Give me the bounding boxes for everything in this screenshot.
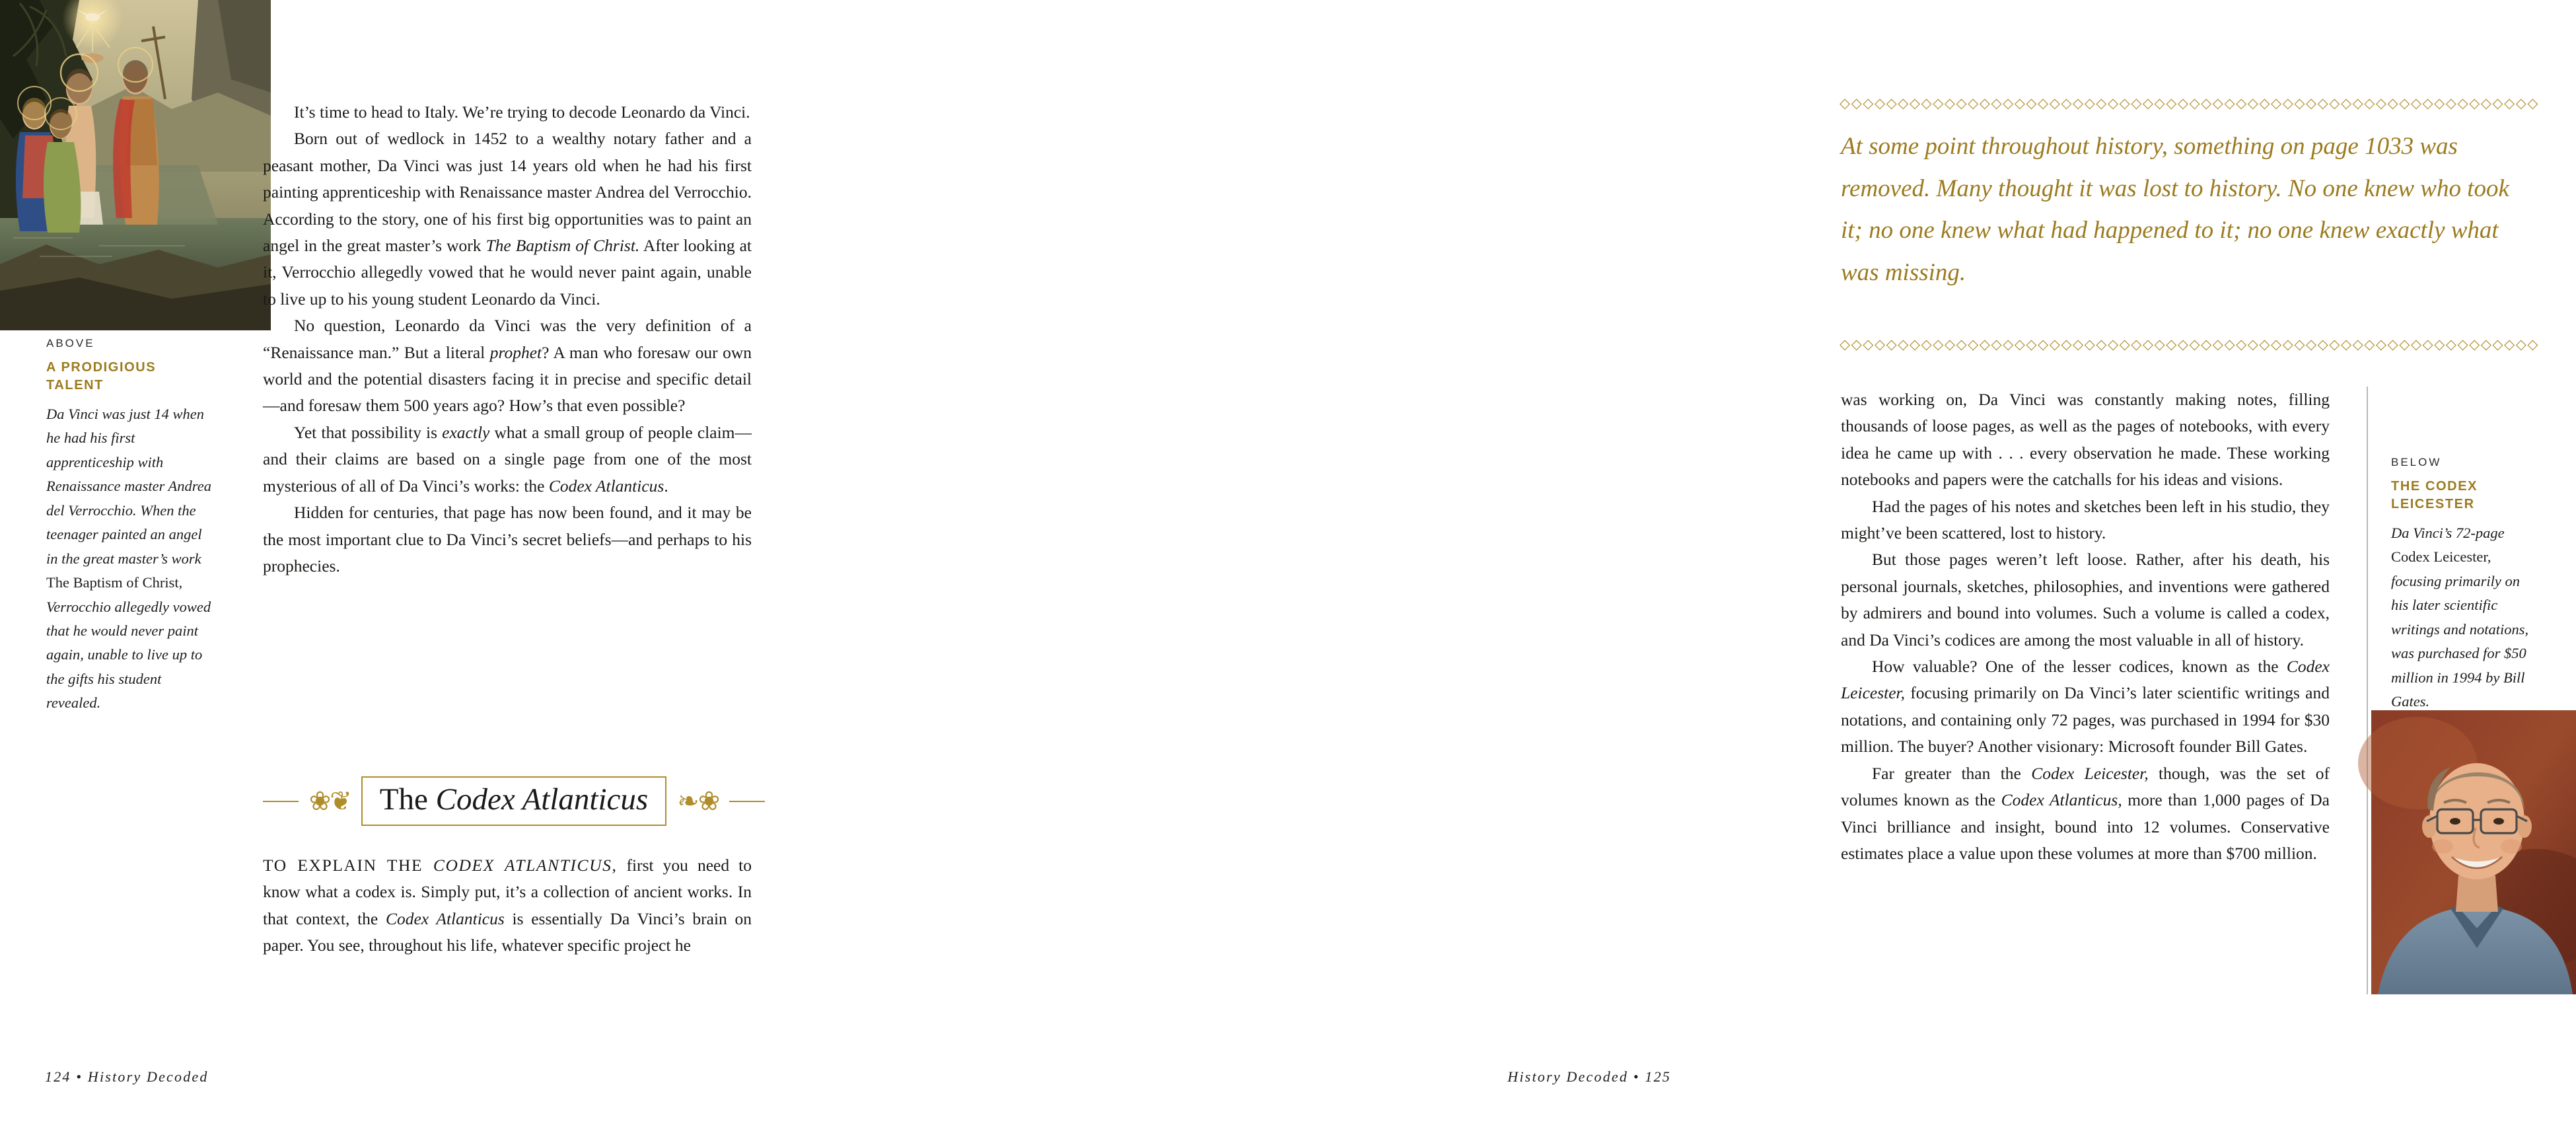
caption-below-block [2391, 456, 2530, 714]
caption-body-part1: Da Vinci’s 72-page [2391, 525, 2505, 541]
paragraph: was working on, Da Vinci was constantly making notes, filling thousands of loose pages, as well as the pages of notebooks, with every idea he came up with . . . every observation he made. These working notebooks and papers were the catchalls for his ideas and visions. [1841, 390, 2330, 490]
paragraph-tail: . [664, 476, 668, 496]
paragraph [1841, 760, 2330, 868]
paragraph: Had the pages of his notes and sketches been left in his studio, they might’ve been scattered, lost to history. [1841, 496, 2330, 543]
folio-left: 124 • History Decoded [45, 1068, 209, 1085]
bill-gates-photo [2371, 710, 2576, 994]
heading-text [380, 784, 648, 815]
italic-title: The Baptism of Christ. [485, 236, 640, 256]
sidebar-divider-rule [2367, 387, 2368, 994]
italic-word: prophet [489, 342, 542, 362]
paragraph [1841, 653, 2330, 760]
caption-body-part1: Da Vinci was just 14 when he had his first apprenticeship with Renaissance master Andrea del Verrocchio. When the teenager painted an angel in the great master’s work [46, 406, 211, 567]
portrait-photo-artwork [2371, 710, 2576, 994]
italic-word: exactly [442, 422, 490, 442]
paragraph-text: Far greater than the [1872, 763, 2021, 783]
baptism-of-christ-painting [0, 0, 271, 330]
caption-title: THE CODEX LEICESTER [2391, 479, 2478, 511]
paragraph-tail: more than 1,000 pages of Da Vinci brilliance and insight, bound into 12 volumes. Conservative estimates place a value upon these volumes at more than $700 million. [1841, 790, 2330, 863]
diamond-rule-bottom: ◇◇◇◇◇◇◇◇◇◇◇◇◇◇◇◇◇◇◇◇◇◇◇◇◇◇◇◇◇◇◇◇◇◇◇◇◇◇◇◇◇◇◇◇◇◇◇◇◇◇◇◇◇◇◇◇◇◇◇◇ [1840, 336, 2539, 352]
left-body-column [263, 99, 752, 579]
italic-title: Codex Leicester, [2031, 763, 2149, 783]
caption-kicker: ABOVE [46, 337, 95, 350]
right-body-column [1841, 387, 2330, 867]
paragraph-tail: After looking at it, Verrocchio allegedly vowed that he would never paint again, unable to live up to his young student Leonardo da Vinci. [263, 236, 752, 309]
paragraph [263, 313, 752, 420]
paragraph [263, 420, 752, 499]
caption-body-part2: Verrocchio allegedly vowed that he would never paint again, unable to live up to the gifts his student revealed. [46, 598, 211, 712]
paragraph: It’s time to head to Italy. We’re trying to decode Leonardo da Vinci. [294, 102, 750, 122]
paragraph-text: Yet that possibility is [294, 422, 438, 442]
heading-rule-left [263, 801, 299, 802]
paragraph: Hidden for centuries, that page has now been found, and it may be the most important clue to Da Vinci’s secret beliefs—and perhaps to his prophecies. [263, 503, 752, 575]
italic-title-2: Codex Atlanticus, [2001, 790, 2122, 810]
ornament-right-icon: ❧❀ [677, 786, 719, 816]
heading-rule-right [729, 801, 765, 802]
paragraph-text: Born out of wedlock in 1452 to a wealthy notary father and a peasant mother, Da Vinci was just 14 years old when he had his first painting apprenticeship with Renaissance master Andrea del Verrocchio. According to the story, one of his first big opportunities was to paint an angel in the great master’s work [263, 129, 752, 256]
italic-title: Codex Atlanticus [548, 476, 664, 496]
paragraph [263, 126, 752, 313]
paragraph-text: How valuable? One of the lesser codices, known as the [1872, 657, 2279, 677]
heading-word-the: The [379, 782, 436, 817]
caption-kicker: BELOW [2391, 456, 2442, 468]
diamond-rule-top: ◇◇◇◇◇◇◇◇◇◇◇◇◇◇◇◇◇◇◇◇◇◇◇◇◇◇◇◇◇◇◇◇◇◇◇◇◇◇◇◇◇◇◇◇◇◇◇◇◇◇◇◇◇◇◇◇◇◇◇◇ [1840, 95, 2539, 111]
caption-body [2391, 521, 2530, 714]
paragraph-mid: what a small group of people claim—and their claims are based on a single page from one of the most mysterious of all of Da Vinci’s works: the [263, 422, 752, 496]
heading-word-codex-atlanticus: Codex Atlanticus [435, 782, 649, 817]
paragraph-mid: though, was the set of volumes known as the [1841, 763, 2330, 810]
lead-smallcaps-italic: CODEX ATLANTICUS, [433, 856, 618, 875]
ornament-left-icon: ❀❦ [308, 786, 351, 816]
painting-artwork [0, 0, 271, 330]
lead-smallcaps: TO EXPLAIN THE [263, 856, 433, 875]
caption-body-roman: The Baptism of Christ, [46, 574, 183, 591]
paragraph: But those pages weren’t left loose. Rather, after his death, his personal journals, sketches, philosophies, and inventions were gathered by admirers and bound into volumes. Such a volume is called a codex, and Da Vinci’s codices are among the most valuable in all of history. [1841, 550, 2330, 649]
italic-title: Codex Leicester, [1841, 657, 2330, 703]
caption-title: A PRODIGIOUS TALENT [46, 360, 157, 392]
caption-body-part2: focusing primarily on his later scientific writings and notations, was purchased for $50 million in 1994 by Bill Gates. [2391, 572, 2529, 710]
folio-right: History Decoded • 125 [1507, 1068, 1671, 1085]
right-page [859, 0, 2539, 1145]
paragraph [263, 852, 752, 959]
left-body-column-2 [263, 852, 752, 959]
paragraph-tail: is essentially Da Vinci’s brain on paper. You see, throughout his life, whatever specific project he [263, 908, 752, 955]
italic-title: Codex Atlanticus [385, 908, 505, 928]
section-heading [263, 776, 765, 826]
pull-quote: At some point throughout history, something on page 1033 was removed. Many thought it was lost to history. No one knew who took it; no one knew what had happened to it; no one knew exactly what was missing. [1841, 133, 2509, 286]
paragraph-tail: ? A man who foresaw our own world and the potential disasters facing it in precise and specific detail—and foresaw them 500 years ago? How’s that even possible? [263, 342, 752, 416]
paragraph-text: No question, Leonardo da Vinci was the very definition of a “Renaissance man.” But a literal [263, 316, 752, 362]
left-page [0, 0, 859, 1145]
paragraph-tail: focusing primarily on Da Vinci’s later scientific writings and notations, and containing only 72 pages, was purchased in 1994 for $30 million. The buyer? Another visionary: Microsoft founder Bill Gates. [1841, 683, 2330, 757]
heading-box [361, 776, 666, 826]
paragraph-text: first you need to know what a codex is. Simply put, it’s a collection of ancient works. In that context, the [263, 856, 752, 928]
caption-body-roman: Codex Leicester, [2391, 548, 2491, 566]
caption-body [46, 402, 211, 716]
caption-above-block [46, 337, 211, 716]
